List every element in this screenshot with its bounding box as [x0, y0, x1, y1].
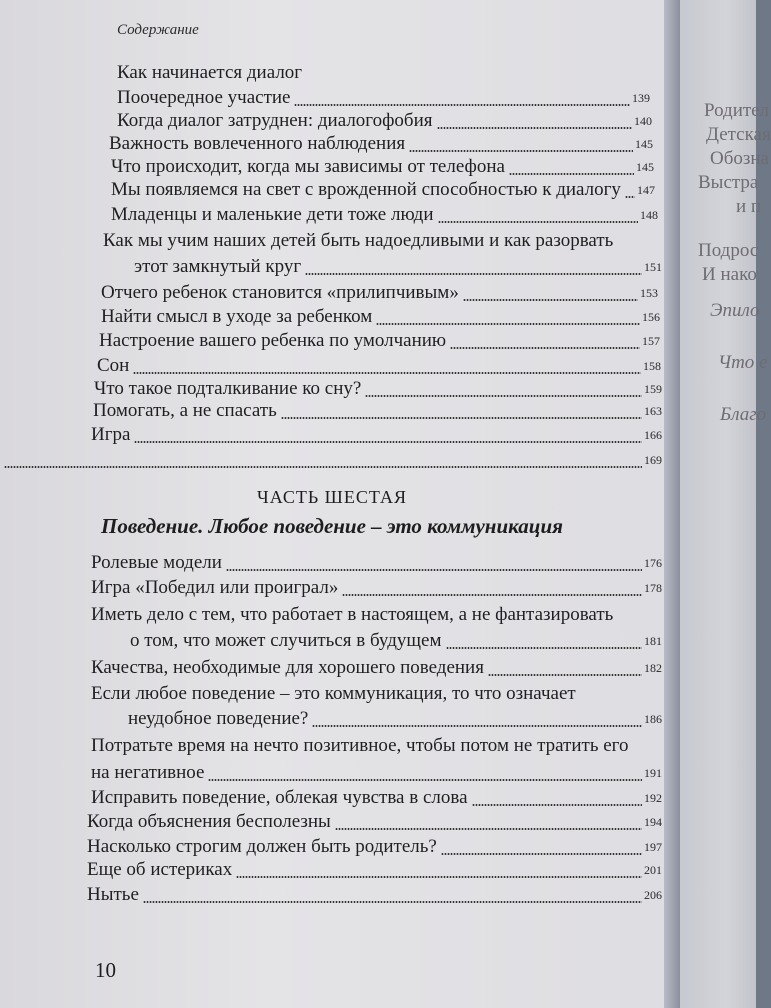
dot-leader — [294, 104, 630, 106]
toc-entry-title: неудобное поведение? — [128, 708, 309, 729]
toc-entry — [117, 62, 650, 84]
toc-entry — [91, 604, 664, 626]
dot-leader — [472, 804, 642, 806]
toc-entry — [111, 179, 657, 201]
dot-leader — [134, 441, 642, 443]
dot-leader — [446, 647, 643, 649]
toc-entry-title: Поочередное участие — [117, 87, 291, 108]
toc-page-number: 197 — [644, 840, 662, 854]
dot-leader — [376, 323, 640, 325]
toc-entry-title: Что такое подталкивание ко сну? — [94, 378, 362, 399]
part-title: Поведение. Любое поведение – это коммуникация — [101, 514, 563, 538]
dot-leader — [305, 273, 642, 275]
toc-entry — [117, 87, 652, 109]
dot-leader — [281, 417, 642, 419]
dot-leader — [509, 173, 634, 175]
toc-entry-title: Как мы учим наших детей быть надоедливыми и как разорвать — [103, 230, 614, 251]
toc-entry — [101, 282, 660, 304]
toc-entry — [87, 884, 664, 906]
toc-entry — [94, 378, 664, 400]
dot-leader — [208, 779, 642, 781]
toc-entry-title: Отчего ребенок становится «прилипчивым» — [101, 282, 459, 303]
toc-page-number: 156 — [642, 310, 660, 324]
toc-page-number: 145 — [635, 137, 653, 151]
toc-entry-title: Еще об истериках — [87, 859, 233, 880]
dot-leader — [365, 395, 642, 397]
facing-page-text: Выстра — [698, 172, 759, 193]
toc-entry-title: Если любое поведение – это коммуникация, то что означает — [91, 683, 576, 704]
facing-page-text: Детская — [706, 124, 771, 145]
toc-page-number: 158 — [643, 359, 661, 373]
toc-entry — [99, 330, 662, 352]
toc-page-number: 166 — [644, 428, 662, 442]
facing-page-text: и п — [736, 196, 762, 217]
toc-page-number: 181 — [644, 634, 662, 648]
toc-entry — [134, 256, 664, 278]
toc-entry — [91, 424, 664, 446]
facing-page-text: И нако — [702, 264, 757, 285]
toc-page-number: 139 — [632, 91, 650, 105]
facing-page-text: Эпило — [710, 300, 760, 321]
toc-entry — [91, 657, 664, 679]
book-gutter — [664, 0, 680, 1008]
toc-entry — [111, 156, 656, 178]
toc-entry-title: Важность вовлеченного наблюдения — [109, 133, 406, 154]
toc-page-number: 186 — [644, 712, 662, 726]
part-number: ЧАСТЬ ШЕСТАЯ — [257, 487, 407, 507]
toc-entry-title: Младенцы и маленькие дети тоже люди — [111, 204, 434, 225]
toc-entry-title: Что происходит, когда мы зависимы от телефона — [111, 156, 505, 177]
toc-page-number: 206 — [644, 888, 662, 902]
toc-page-number: 140 — [634, 114, 652, 128]
dot-leader — [450, 347, 640, 349]
toc-page-number: 163 — [644, 404, 662, 418]
facing-page-text: Благо — [720, 404, 767, 425]
toc-entry — [109, 133, 655, 155]
page-number: 10 — [95, 958, 116, 982]
toc-entry-title: Насколько строгим должен быть родитель? — [87, 836, 437, 857]
toc-entry-title: Иметь дело с тем, что работает в настоящем, а не фантазировать — [91, 604, 614, 625]
toc-entry — [91, 762, 664, 784]
toc-entry — [87, 811, 664, 833]
toc-entry-title: Когда диалог затруднен: диалогофобия — [117, 110, 433, 131]
dot-leader — [488, 674, 642, 676]
toc-entry — [91, 735, 664, 757]
toc-entry-title: Нытье — [87, 884, 139, 905]
toc-entry — [87, 859, 664, 881]
dot-leader — [143, 901, 642, 903]
toc-entry — [97, 355, 663, 377]
toc-entry-title: Как начинается диалог — [117, 62, 303, 83]
toc-page-number: 147 — [637, 183, 655, 197]
toc-entry-title: на негативное — [91, 762, 205, 783]
toc-page-number: 151 — [644, 260, 662, 274]
toc-page-number: 191 — [644, 766, 662, 780]
toc-entry — [130, 630, 664, 652]
toc-page-number: 194 — [644, 815, 662, 829]
toc-page-number: 157 — [642, 334, 660, 348]
toc-page-number: 153 — [640, 286, 658, 300]
dot-leader — [335, 828, 642, 830]
dot-leader — [438, 221, 638, 223]
toc-entry-title: этот замкнутый круг — [134, 256, 302, 277]
toc-entry — [91, 577, 664, 599]
toc-entry-title: Найти смысл в уходе за ребенком — [101, 306, 373, 327]
toc-entry-title: Игра — [91, 424, 131, 445]
toc-page-number: 148 — [640, 208, 658, 222]
toc-entry-title: Качества, необходимые для хорошего поведения — [91, 657, 484, 678]
toc-entry-title: Исправить поведение, облекая чувства в слова — [91, 787, 468, 808]
facing-page-text: Что е — [718, 352, 768, 373]
dot-leader — [463, 299, 638, 301]
toc-entry-title: о том, что может случиться в будущем — [130, 630, 442, 651]
toc-entry-title: Когда объяснения бесполезны — [87, 811, 331, 832]
toc-entry-title: Ролевые модели — [91, 552, 222, 573]
toc-entry-title: Помогать, а не спасать — [93, 400, 277, 421]
toc-entry — [111, 204, 660, 226]
facing-page-text: Подрос — [698, 240, 759, 261]
toc-entry — [103, 230, 664, 252]
dot-leader — [342, 594, 642, 596]
dot-leader — [437, 127, 632, 129]
toc-entry — [0, 449, 664, 471]
toc-page-number: 178 — [644, 581, 662, 595]
dot-leader — [236, 876, 642, 878]
toc-entry — [91, 787, 664, 809]
toc-entry-title: Потратьте время на нечто позитивное, чтобы потом не тратить его — [91, 735, 629, 756]
toc-entry — [91, 683, 664, 705]
toc-page-number: 169 — [644, 453, 662, 467]
dot-leader — [312, 725, 642, 727]
dot-leader — [4, 466, 642, 468]
facing-page-text: Обозна — [710, 148, 769, 169]
toc-page-number: 176 — [644, 556, 662, 570]
toc-entry — [117, 110, 654, 132]
toc-page-number: 201 — [644, 863, 662, 877]
toc-entry — [93, 400, 664, 422]
dot-leader — [133, 372, 641, 374]
toc-entry — [101, 306, 662, 328]
toc-entry-title: Сон — [97, 355, 130, 376]
toc-entry — [91, 552, 664, 574]
facing-page-text: Родител — [704, 100, 770, 121]
toc-entry-title: Игра «Победил или проиграл» — [91, 577, 339, 598]
dot-leader — [226, 569, 642, 571]
toc-page-number: 145 — [636, 160, 654, 174]
toc-entry — [128, 708, 664, 730]
toc-page-number: 159 — [644, 382, 662, 396]
toc-page-number: 182 — [644, 661, 662, 675]
toc-page-number: 192 — [644, 791, 662, 805]
toc-entry-title: Настроение вашего ребенка по умолчанию — [99, 330, 447, 351]
dot-leader — [625, 196, 635, 198]
dot-leader — [441, 853, 642, 855]
running-head: Содержание — [117, 22, 199, 38]
book-page-right — [680, 0, 771, 1008]
toc-entry — [87, 836, 664, 858]
dot-leader — [409, 150, 633, 152]
toc-entry-title: Мы появляемся на свет с врожденной способностью к диалогу — [111, 179, 621, 200]
